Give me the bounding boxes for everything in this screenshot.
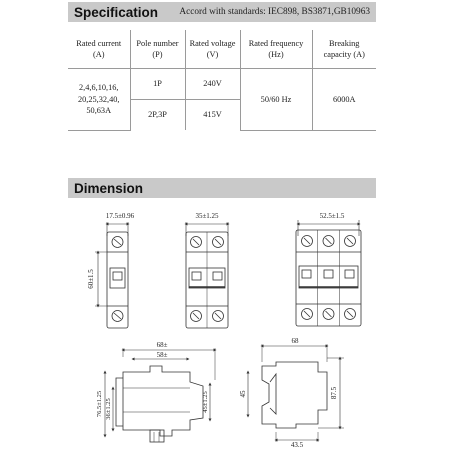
- cell-pole-2p3p: 2P,3P: [130, 100, 185, 131]
- cell-breaking-capacity: 6000A: [312, 69, 376, 131]
- dim-side-36: 36±1.25: [105, 398, 112, 420]
- dimension-title: Dimension: [74, 180, 144, 196]
- breaker-3p-front: [296, 212, 361, 326]
- header-rated-current: Rated current (A): [68, 30, 130, 69]
- cell-pole-1p: 1P: [130, 69, 185, 100]
- header-rated-frequency: Rated frequency (Hz): [240, 30, 312, 69]
- header-rated-voltage: Rated voltage (V): [185, 30, 240, 69]
- specification-table: [68, 30, 376, 131]
- dim-back-87: 87.5: [330, 386, 338, 400]
- dim-side-45: 45±1.25: [202, 391, 209, 413]
- standards-note: Accord with standards: IEC898, BS3871,GB10963: [179, 7, 370, 17]
- header-breaking-capacity: Breaking capacity (A): [312, 30, 376, 69]
- breaker-side-view: [96, 341, 215, 442]
- cell-voltage-240: 240V: [185, 69, 240, 100]
- dimension-header: [68, 178, 376, 198]
- cell-voltage-415: 415V: [185, 100, 240, 131]
- dim-side-76: 76.5±1.25: [96, 390, 103, 418]
- dimension-drawing: [0, 200, 450, 450]
- dim-width-1p: 17.5±0.96: [105, 212, 135, 220]
- dim-width-2p: 35±1.25: [195, 212, 219, 220]
- breaker-2p-front: [186, 212, 228, 328]
- breaker-back-view: [239, 337, 344, 449]
- header-pole-number: Pole number (P): [130, 30, 185, 69]
- dim-back-45: 45: [239, 390, 247, 398]
- dim-width-3p: 52.5±1.5: [319, 212, 345, 220]
- breaker-1p-front: [87, 212, 135, 328]
- specification-title: Specification: [74, 4, 159, 20]
- dim-height-front: 60±1.5: [87, 269, 95, 289]
- dim-side-68: 68±: [156, 341, 168, 349]
- dim-back-435: 43.5: [290, 441, 304, 449]
- dim-side-58: 58±: [156, 351, 168, 359]
- cell-frequency: 50/60 Hz: [240, 69, 312, 131]
- cell-rated-current-values: 2,4,6,10,16, 20,25,32,40, 50,63A: [68, 69, 130, 131]
- dim-back-68: 68: [291, 337, 299, 345]
- specification-header: [68, 2, 376, 22]
